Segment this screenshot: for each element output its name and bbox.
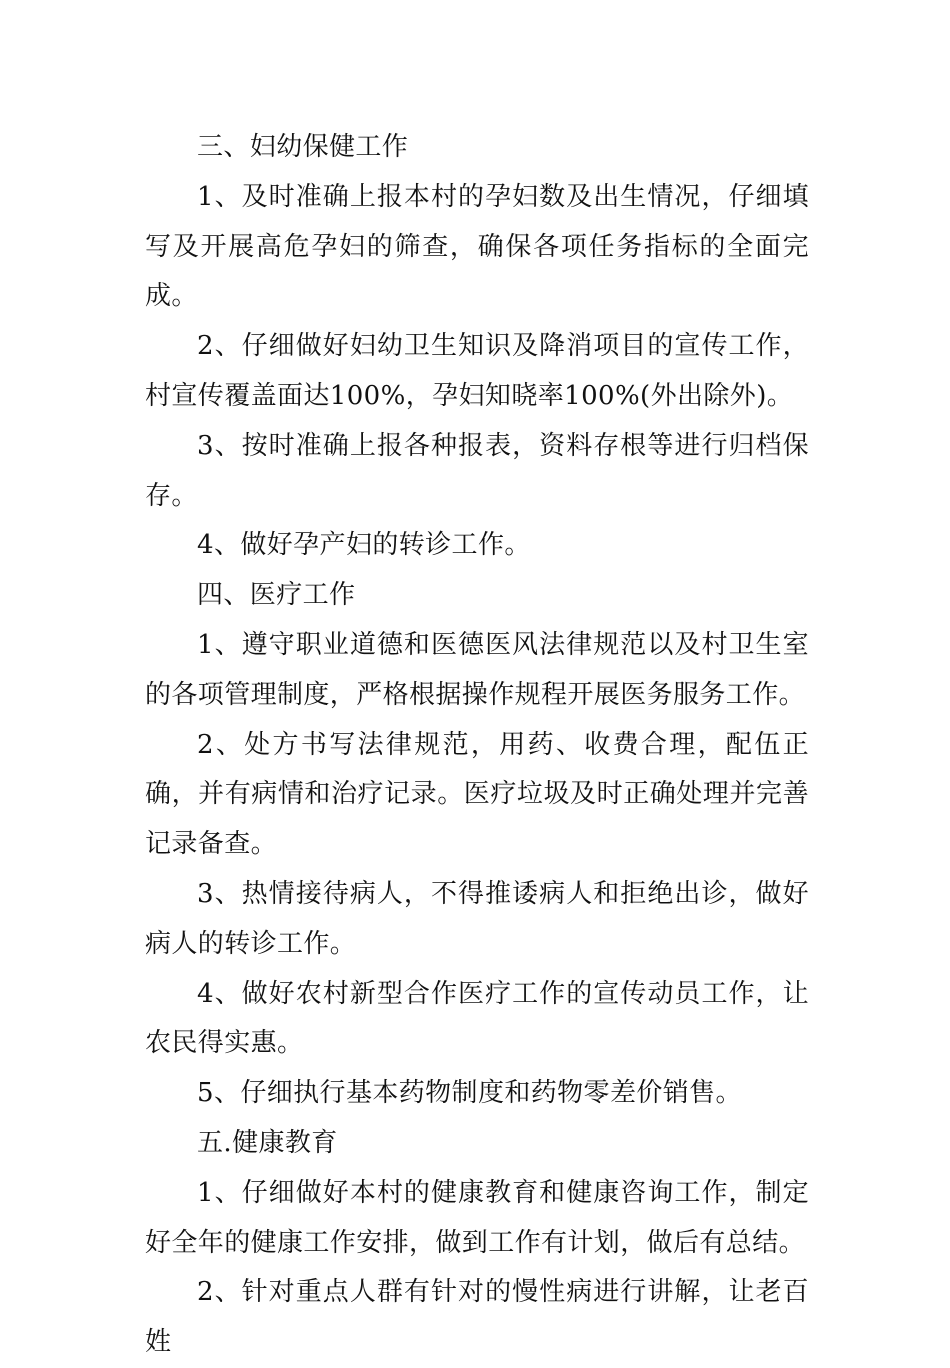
paragraph: 3、热情接待病人，不得推诿病人和拒绝出诊，做好病人的转诊工作。 [145, 878, 809, 959]
paragraph: 3、按时准确上报各种报表，资料存根等进行归档保存。 [145, 430, 809, 511]
paragraph: 2、仔细做好妇幼卫生知识及降消项目的宣传工作，村宣传覆盖面达100%，孕妇知晓率100%(外出除外)。 [145, 331, 809, 411]
paragraph: 5、仔细执行基本药物制度和药物零差价销售。 [197, 1078, 742, 1109]
section-heading-medical: 四、医疗工作 [197, 580, 356, 611]
paragraph: 1、仔细做好本村的健康教育和健康咨询工作，制定好全年的健康工作安排，做到工作有计划，做后有总结。 [145, 1177, 809, 1258]
paragraph: 1、及时准确上报本村的孕妇数及出生情况，仔细填写及开展高危孕妇的筛查，确保各项任务指标的全面完成。 [145, 181, 809, 312]
document-body [145, 123, 809, 1368]
paragraph: 1、遵守职业道德和医德医风法律规范以及村卫生室的各项管理制度，严格根据操作规程开展医务服务工作。 [145, 629, 809, 710]
paragraph: 2、处方书写法律规范，用药、收费合理，配伍正确，并有病情和治疗记录。医疗垃圾及时正确处理并完善记录备查。 [145, 729, 809, 860]
paragraph: 4、做好农村新型合作医疗工作的宣传动员工作，让农民得实惠。 [145, 978, 809, 1059]
section-heading-maternal-child: 三、妇幼保健工作 [197, 132, 409, 162]
paragraph: 2、针对重点人群有针对的慢性病进行讲解，让老百姓 [145, 1277, 809, 1358]
paragraph: 4、做好孕产妇的转诊工作。 [197, 530, 531, 561]
section-heading-health-education: 五.健康教育 [197, 1127, 338, 1158]
